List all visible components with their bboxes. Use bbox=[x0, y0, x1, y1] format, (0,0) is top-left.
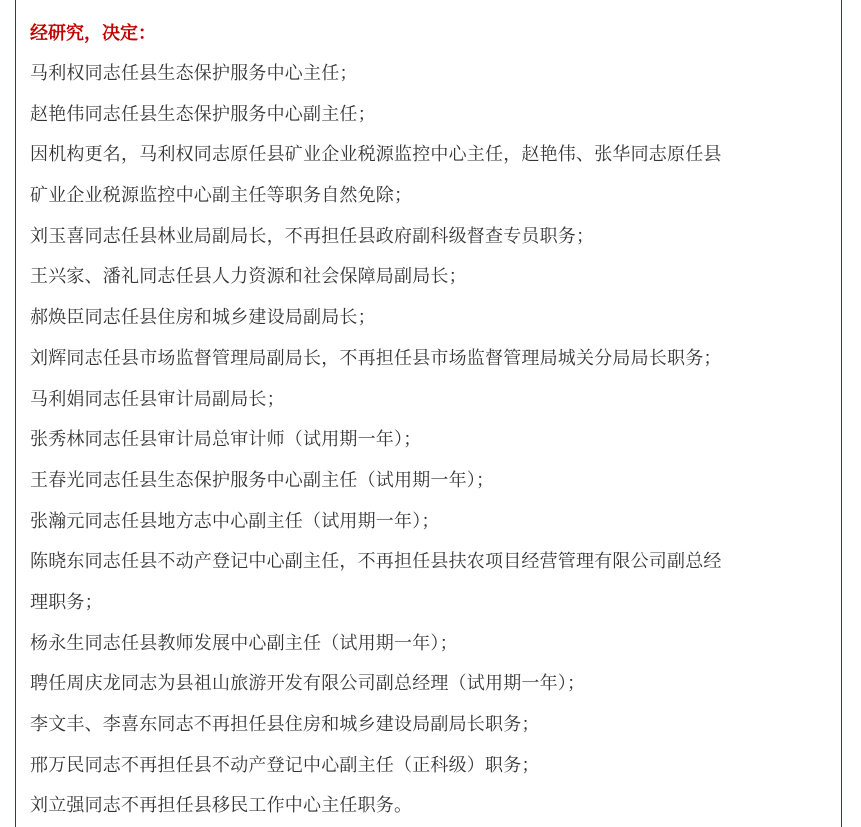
text-line: 李文丰、李喜东同志不再担任县住房和城乡建设局副局长职务； bbox=[30, 714, 540, 735]
text-line: 刘立强同志不再担任县移民工作中心主任职务。 bbox=[30, 795, 413, 817]
text-line: 张瀚元同志任县地方志中心副主任（试用期一年）； bbox=[30, 510, 440, 532]
article-content bbox=[30, 14, 840, 827]
text-line: 马利权同志任县生态保护服务中心主任； bbox=[30, 63, 358, 84]
text-line: 郝焕臣同志任县住房和城乡建设局副局长； bbox=[30, 307, 376, 329]
text-line: 王兴家、潘礼同志任县人力资源和社会保障局副局长； bbox=[30, 266, 467, 288]
text-line: 刘玉喜同志任县林业局副局长，不再担任县政府副科级督查专员职务； bbox=[30, 225, 595, 247]
decision-heading: 经研究，决定： bbox=[30, 23, 156, 44]
text-line: 赵艳伟同志任县生态保护服务中心副主任； bbox=[30, 103, 376, 125]
text-line: 矿业企业税源监控中心副主任等职务自然免除； bbox=[30, 185, 413, 207]
text-line: 陈晓东同志任县不动产登记中心副主任，不再担任县扶农项目经营管理有限公司副总经 bbox=[30, 551, 722, 573]
text-line: 理职务； bbox=[30, 591, 103, 613]
text-line: 刘辉同志任县市场监督管理局副局长，不再担任县市场监督管理局城关分局局长职务； bbox=[30, 347, 722, 369]
text-line: 邢万民同志不再担任县不动产登记中心副主任（正科级）职务； bbox=[30, 754, 540, 776]
text-line: 马利娟同志任县审计局副局长； bbox=[30, 388, 285, 410]
text-line: 杨永生同志任县教师发展中心副主任（试用期一年）； bbox=[30, 632, 458, 654]
text-line: 因机构更名，马利权同志原任县矿业企业税源监控中心主任，赵艳伟、张华同志原任县 bbox=[30, 144, 722, 166]
text-line: 聘任周庆龙同志为县祖山旅游开发有限公司副总经理（试用期一年）； bbox=[30, 673, 586, 695]
text-line: 王春光同志任县生态保护服务中心副主任（试用期一年）； bbox=[30, 469, 495, 491]
text-line: 张秀林同志任县审计局总审计师（试用期一年）； bbox=[30, 429, 422, 451]
